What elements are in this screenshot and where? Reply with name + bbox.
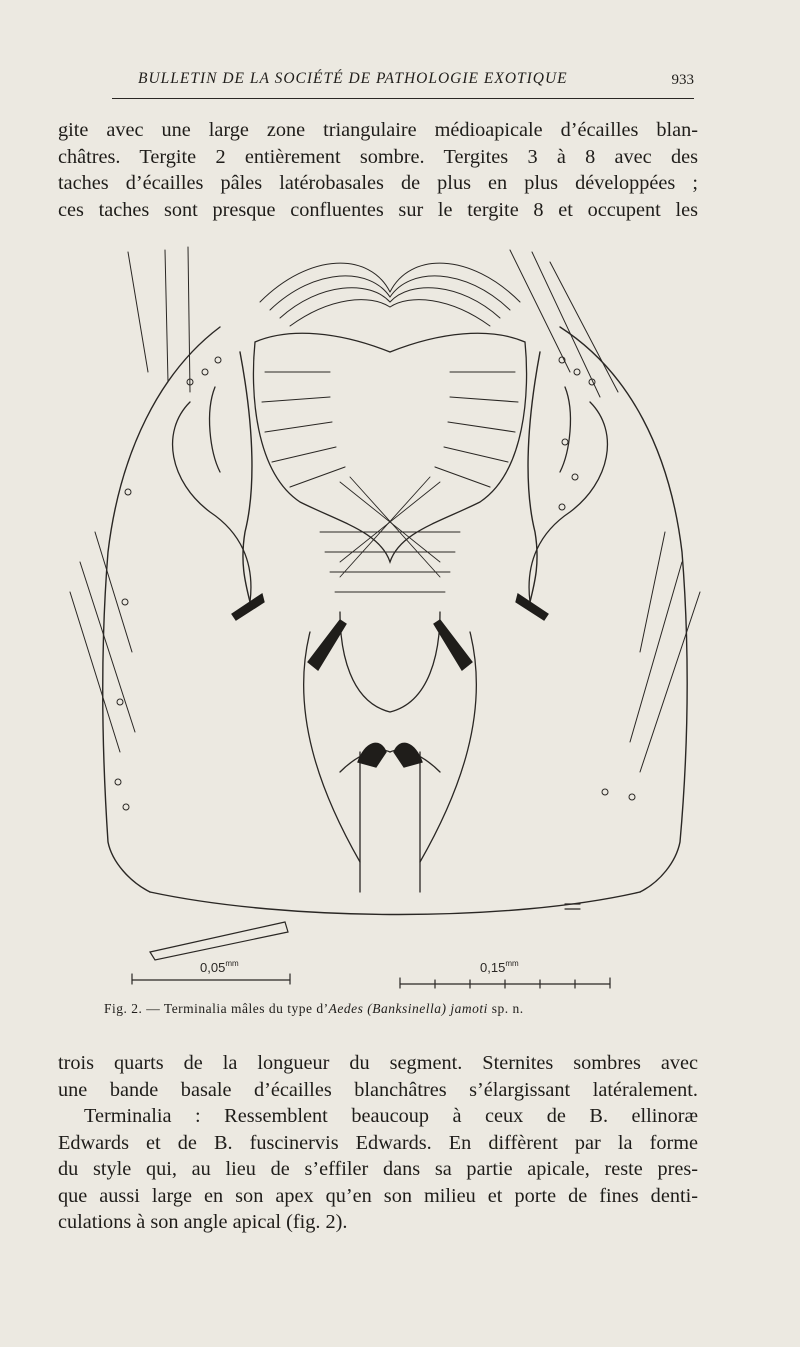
tergite-fringe xyxy=(260,263,520,326)
text-line: châtres. Tergite 2 entièrement sombre. Tergites 3 à 8 avec des xyxy=(58,145,698,168)
text-line: gite avec une large zone triangulaire médioapicale d’écailles blan- xyxy=(58,119,698,141)
text-line: que aussi large en son apex qu’en son milieu et porte de fines denti- xyxy=(58,1184,698,1207)
text-line: taches d’écailles pâles latérobasales de plus en plus développées ; xyxy=(58,172,698,194)
paragraph-bottom xyxy=(58,1050,698,1236)
gonostyli xyxy=(232,594,548,767)
text-line: une bande basale d’écailles blanchâtres s’élargissant latéralement. xyxy=(58,1078,698,1101)
text-line: Edwards et de B. fuscinervis Edwards. En diffèrent par la forme xyxy=(58,1131,698,1154)
terminalia-illustration xyxy=(40,232,760,992)
text-line: Terminalia : Ressemblent beaucoup à ceux de B. ellinoræ xyxy=(84,1105,698,1127)
scale-bars xyxy=(132,904,610,988)
text-line: trois quarts de la longueur du segment. Sternites sombres avec xyxy=(58,1052,698,1074)
plate-lobes xyxy=(262,372,518,487)
header-rule xyxy=(112,98,694,99)
scale-label-small: $0,05^{mm}$ xyxy=(200,959,239,975)
text-line: culations à son angle apical (fig. 2). xyxy=(58,1211,348,1233)
terminalia-figure xyxy=(40,232,760,992)
page-number: 933 xyxy=(671,72,694,88)
caption-suffix: sp. n. xyxy=(487,1001,524,1016)
setal-sockets xyxy=(115,357,635,810)
caption-prefix: Fig. 2. — Terminalia mâles du type d’ xyxy=(104,1001,329,1016)
claspette-lobes xyxy=(173,387,608,602)
long-setae xyxy=(70,247,700,772)
running-header xyxy=(138,70,694,98)
scale-label-large: $0,15^{mm}$ xyxy=(480,959,519,975)
phallosome-plate xyxy=(253,333,526,562)
aedeagus xyxy=(304,612,477,892)
caption-species: Aedes (Banksinella) jamoti xyxy=(328,1001,488,1016)
paragraph-top xyxy=(58,117,698,223)
running-title: BULLETIN DE LA SOCIÉTÉ DE PATHOLOGIE EXOTIQUE xyxy=(138,70,568,87)
text-line: ces taches sont presque confluentes sur le tergite 8 et occupent les xyxy=(58,198,698,221)
text-line: du style qui, au lieu de s’effiler dans sa partie apicale, reste pres- xyxy=(58,1158,698,1180)
central-setae xyxy=(320,477,460,592)
figure-caption xyxy=(104,1001,694,1017)
